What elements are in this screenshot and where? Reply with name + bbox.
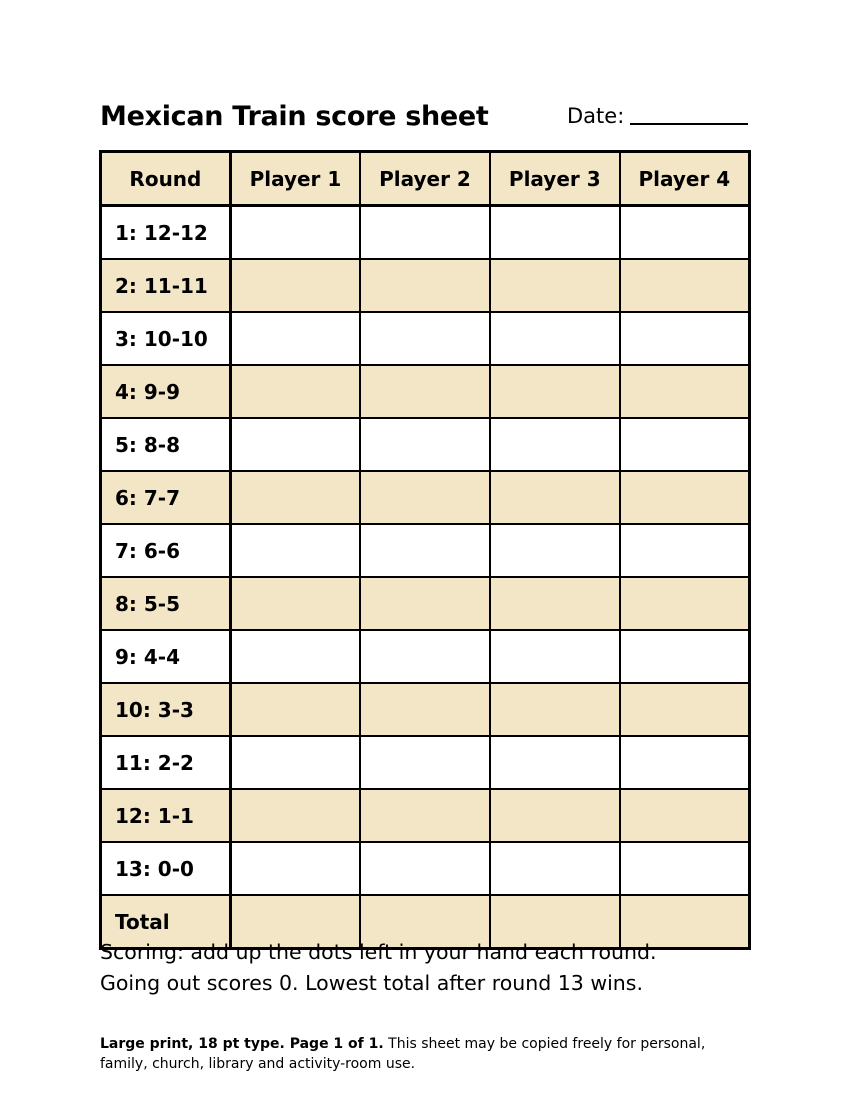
round-row: [101, 471, 750, 524]
score-cell-player-1[interactable]: [230, 312, 360, 365]
score-cell-player-4[interactable]: [620, 789, 750, 842]
score-cell-player-1[interactable]: [230, 736, 360, 789]
column-header-player-3: Player 3: [490, 152, 620, 206]
score-cell-player-1[interactable]: [230, 418, 360, 471]
score-cell-player-3[interactable]: [490, 259, 620, 312]
score-table: [99, 150, 751, 950]
score-table-body: [101, 206, 750, 949]
score-cell-player-4[interactable]: [620, 312, 750, 365]
score-cell-player-3[interactable]: [490, 683, 620, 736]
score-cell-player-4[interactable]: [620, 842, 750, 895]
score-cell-player-2[interactable]: [360, 842, 490, 895]
round-row: [101, 736, 750, 789]
score-cell-player-3[interactable]: [490, 577, 620, 630]
score-cell-player-1[interactable]: [230, 471, 360, 524]
round-row: [101, 683, 750, 736]
score-cell-player-3[interactable]: [490, 418, 620, 471]
page-title: Mexican Train score sheet: [100, 101, 489, 132]
round-label-cell: 9: 4-4: [101, 630, 231, 683]
date-label: Date:: [567, 104, 625, 128]
total-label-cell: Total: [101, 895, 231, 949]
round-label-cell: 5: 8-8: [101, 418, 231, 471]
score-cell-player-1[interactable]: [230, 365, 360, 418]
round-row: [101, 206, 750, 260]
footer-note: [100, 1034, 750, 1074]
round-row: [101, 259, 750, 312]
score-cell-player-1[interactable]: [230, 259, 360, 312]
score-cell-player-3[interactable]: [490, 312, 620, 365]
header-row: [101, 152, 750, 206]
score-cell-player-3[interactable]: [490, 365, 620, 418]
score-cell-player-4[interactable]: [620, 259, 750, 312]
round-label-cell: 3: 10-10: [101, 312, 231, 365]
score-cell-player-2[interactable]: [360, 630, 490, 683]
scoring-instructions: [100, 937, 760, 999]
score-cell-player-2[interactable]: [360, 471, 490, 524]
score-cell-player-4[interactable]: [620, 630, 750, 683]
score-cell-player-2[interactable]: [360, 683, 490, 736]
score-cell-player-1[interactable]: [230, 683, 360, 736]
score-cell-player-3[interactable]: [490, 206, 620, 260]
score-cell-player-1[interactable]: [230, 577, 360, 630]
score-cell-player-4[interactable]: [620, 418, 750, 471]
score-cell-player-3[interactable]: [490, 630, 620, 683]
round-label-cell: 12: 1-1: [101, 789, 231, 842]
score-cell-player-3[interactable]: [490, 471, 620, 524]
round-row: [101, 842, 750, 895]
round-label-cell: 11: 2-2: [101, 736, 231, 789]
date-field: [567, 104, 751, 128]
score-cell-player-4[interactable]: [620, 365, 750, 418]
round-label-cell: 4: 9-9: [101, 365, 231, 418]
round-row: [101, 630, 750, 683]
round-row: [101, 365, 750, 418]
score-cell-player-4[interactable]: [620, 206, 750, 260]
scoring-line-2: Going out scores 0. Lowest total after round 13 wins.: [100, 971, 643, 995]
score-cell-player-3[interactable]: [490, 736, 620, 789]
score-cell-player-3[interactable]: [490, 842, 620, 895]
footer-text: This sheet may be copied freely for personal, family, church, library and activity-room use.: [100, 1036, 706, 1072]
round-label-cell: 7: 6-6: [101, 524, 231, 577]
score-cell-player-1[interactable]: [230, 524, 360, 577]
round-row: [101, 577, 750, 630]
score-cell-player-2[interactable]: [360, 206, 490, 260]
footer-bold-text: Large print, 18 pt type. Page 1 of 1.: [100, 1036, 384, 1052]
round-row: [101, 789, 750, 842]
round-label-cell: 13: 0-0: [101, 842, 231, 895]
scoring-line-1: Scoring: add up the dots left in your hand each round.: [100, 940, 657, 964]
score-cell-player-4[interactable]: [620, 736, 750, 789]
score-cell-player-1[interactable]: [230, 842, 360, 895]
column-header-player-4: Player 4: [620, 152, 750, 206]
score-cell-player-3[interactable]: [490, 789, 620, 842]
round-label-cell: 6: 7-7: [101, 471, 231, 524]
score-cell-player-2[interactable]: [360, 736, 490, 789]
round-label-cell: 1: 12-12: [101, 206, 231, 260]
column-header-player-2: Player 2: [360, 152, 490, 206]
score-cell-player-4[interactable]: [620, 524, 750, 577]
score-cell-player-1[interactable]: [230, 630, 360, 683]
round-label-cell: 2: 11-11: [101, 259, 231, 312]
score-cell-player-2[interactable]: [360, 365, 490, 418]
date-blank-line[interactable]: [630, 123, 748, 125]
column-header-round: Round: [101, 152, 231, 206]
score-cell-player-4[interactable]: [620, 577, 750, 630]
score-cell-player-4[interactable]: [620, 683, 750, 736]
score-cell-player-3[interactable]: [490, 524, 620, 577]
round-label-cell: 10: 3-3: [101, 683, 231, 736]
score-cell-player-2[interactable]: [360, 577, 490, 630]
score-cell-player-2[interactable]: [360, 259, 490, 312]
round-row: [101, 312, 750, 365]
score-cell-player-4[interactable]: [620, 471, 750, 524]
column-header-player-1: Player 1: [230, 152, 360, 206]
round-label-cell: 8: 5-5: [101, 577, 231, 630]
score-cell-player-2[interactable]: [360, 524, 490, 577]
score-cell-player-1[interactable]: [230, 206, 360, 260]
round-row: [101, 418, 750, 471]
score-cell-player-2[interactable]: [360, 312, 490, 365]
score-cell-player-2[interactable]: [360, 418, 490, 471]
score-cell-player-2[interactable]: [360, 789, 490, 842]
round-row: [101, 524, 750, 577]
score-cell-player-1[interactable]: [230, 789, 360, 842]
